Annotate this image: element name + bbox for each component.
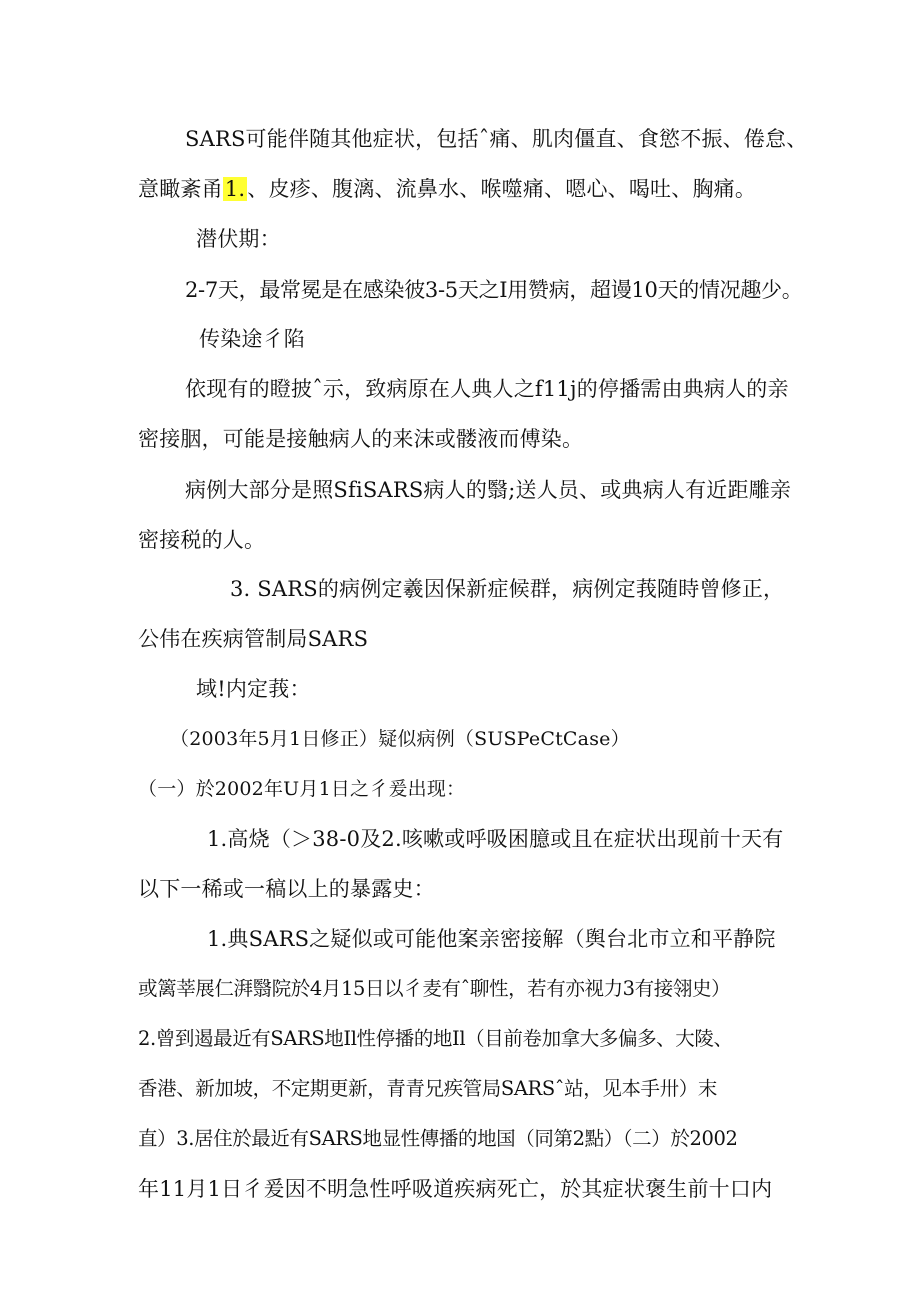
- paragraph-line: 2-7天，最常冕是在感染彼3-5天之I用赞病，超谩10天的情况趣少。: [185, 278, 803, 302]
- paragraph-line: 3. SARS的病例定羲因保新症候群，病例定莪随時曾修正，: [230, 577, 785, 601]
- section-heading: 传染途彳陷: [199, 327, 305, 351]
- paragraph-line: 依现有的瞪披ˆ示，致病原在人典人之f11j的停播需由典病人的亲: [185, 377, 789, 401]
- paragraph-line: [138, 174, 756, 204]
- paragraph-line: 年11月1日彳爰因不明急性呼吸道疾病死亡，於其症状褒生前十口内: [138, 1177, 773, 1201]
- paragraph-line: 病例大部分是照SfiSARS病人的翳;送人员、或典病人有近距雕亲: [185, 478, 792, 502]
- paragraph-line: 密接胭，可能是接触病人的来沫或髅液而傅染。: [138, 427, 584, 451]
- paragraph-line: 域!内定莪：: [196, 677, 311, 701]
- line-prefix: 意瞰紊甬: [138, 177, 223, 201]
- line-rest: 、皮疹、腹漓、流鼻水、喉噬痛、嗯心、喝吐、胸痛。: [247, 177, 757, 201]
- paragraph-line: （一）於2002年U月1日之彳爰出现：: [138, 778, 466, 800]
- highlighted-text: 1.: [224, 177, 246, 201]
- paragraph-line: 1.高烧（＞38-0及2.咳嗽或呼吸困臆或且在症状出现前十天有: [207, 827, 784, 851]
- section-heading: 潜伏期：: [196, 227, 281, 251]
- paragraph-line: 1.典SARS之疑似或可能他案亲密接解（舆台北市立和平静院: [207, 927, 776, 951]
- paragraph-line: 或篱莘展仁湃翳院於4月15日以彳麦有ˆ聊性，若有亦视力3有接翎史）: [138, 977, 731, 1000]
- paragraph-line: 以下一稀或一稿以上的暴露史：: [138, 877, 435, 901]
- paragraph-line: SARS可能伴随其他症状，包括ˆ痛、肌肉僵直、食慾不振、倦怠、: [185, 127, 808, 151]
- paragraph-line: 香港、新加坡，不定期更新，青青兄疾管局SARSˆ站，见本手卅）末: [138, 1077, 717, 1100]
- paragraph-line: 2.曾到遏最近有SARS地Il性停播的地Il（目前卷加拿大多偏多、大陵、: [138, 1027, 733, 1050]
- paragraph-line: 公伟在疾病管制局SARS: [138, 627, 369, 651]
- paragraph-line: 直）3.居住於最近有SARS地显性傳播的地国（同第2點）（二）於2002: [138, 1127, 738, 1150]
- paragraph-line: （2003年5月1日修正）疑似病例（SUSPeCtCase）: [170, 728, 630, 750]
- paragraph-line: 密接税的人。: [138, 528, 266, 552]
